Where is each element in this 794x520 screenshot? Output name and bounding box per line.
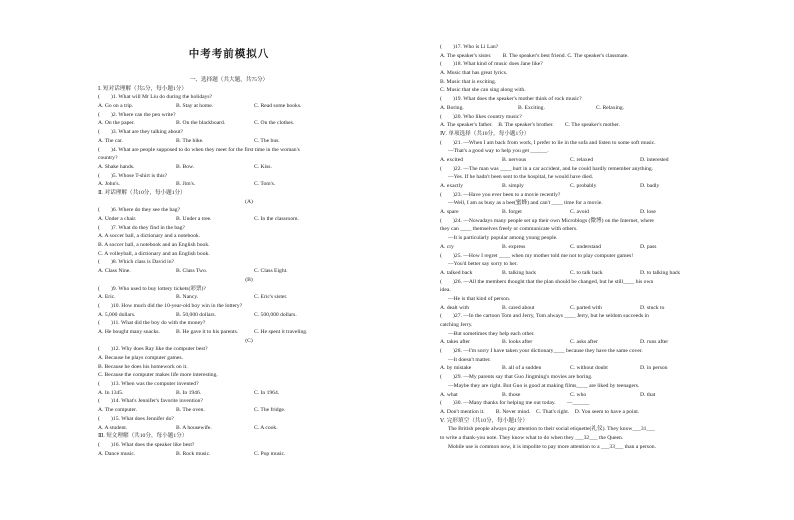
- question-24-cont: they can ____ themselves freely or communicate with others.: [440, 226, 578, 233]
- options-17: A. The speaker's sister. B. The speaker's best friend. C. The speaker's classmate.: [440, 52, 629, 59]
- option: B. Because he does his homework on it.: [98, 363, 188, 370]
- question-29-reply: —Maybe they are right. But Guo is good at making films____ are liked by teenagers.: [448, 382, 640, 389]
- option: C. He spent it traveling.: [254, 328, 308, 335]
- option: C. Kiss.: [254, 163, 272, 170]
- option: B. those: [502, 391, 521, 398]
- options-4: [98, 163, 360, 172]
- option: B. Class Two.: [176, 268, 208, 275]
- question-28-reply: —It doesn't matter.: [448, 356, 491, 363]
- option: D. lose: [640, 209, 656, 216]
- question-22-reply: —Yes. If he hadn't been sent to the hospital, he would have died.: [448, 174, 594, 181]
- options-11: [98, 328, 360, 337]
- option: B. He gave it to his parents.: [176, 328, 239, 335]
- option: C. On the clothes.: [254, 120, 295, 127]
- question-18: ( )18. What kind of music does Jane like?: [440, 61, 543, 68]
- option: B. looks after: [502, 339, 533, 346]
- option: A. takes after: [440, 339, 470, 346]
- option: A. talked back: [440, 269, 473, 276]
- question-11: ( )11. What did the boy do with the money?: [98, 320, 206, 327]
- question-10: ( )10. How much did the 10-year-old boy win in the lottery?: [98, 302, 243, 309]
- question-26-cont: idea.: [440, 287, 451, 294]
- section-heading-3: Ⅲ. 短文理解（共10分，每小题1分）: [98, 433, 188, 440]
- option: C. understand: [570, 243, 602, 250]
- question-17: ( )17. Who is Li Lan?: [440, 44, 499, 50]
- option: C. Eric's sister.: [254, 294, 288, 301]
- option: A. Go on a trip.: [98, 103, 134, 110]
- option: A. John's.: [98, 181, 120, 188]
- option: C. Music that she can sing along with.: [440, 87, 526, 94]
- option: D. badly: [640, 183, 660, 189]
- option: B. Music that is exciting.: [440, 78, 497, 85]
- option: A. A soccer ball, a dictionary and a notebook.: [98, 233, 201, 240]
- question-21-reply: —That's a good way to help you get ______.: [448, 148, 549, 155]
- option: B. The oven.: [176, 407, 205, 414]
- option: D. to talking back: [640, 269, 681, 276]
- option: B. Jim's.: [176, 181, 196, 188]
- option: B. On the blackboard.: [176, 120, 226, 127]
- option: A. Class Nine.: [98, 268, 131, 275]
- question-29: ( )29. —My parents say that Guo Jingming's movies are boring.: [440, 374, 593, 381]
- option: B. simply: [502, 183, 524, 189]
- option: D. interested: [640, 156, 669, 163]
- option: A. Music that has great lyrics.: [440, 70, 508, 77]
- section-heading-2: Ⅱ. 对话理解（共10分，每小题1分）: [98, 189, 186, 196]
- option: B. nervous: [502, 156, 527, 163]
- option: A. excited: [440, 156, 463, 163]
- question-1: ( )1. What will Mr Liu do during the holidays?: [98, 94, 213, 101]
- option: B. A housewife.: [176, 424, 212, 431]
- question-7: ( )7. What do they find in the bag?: [98, 224, 185, 231]
- options-22: [440, 182, 702, 191]
- option: B. Stay at home.: [176, 103, 214, 110]
- option: A. cry: [440, 243, 454, 250]
- options-20: A. The speaker's father. B. The speaker's brother. C. The speaker's mother.: [440, 122, 620, 129]
- options-29: [440, 391, 702, 400]
- option: C. Relaxing.: [596, 104, 625, 111]
- question-30: ( )30. —Many thanks for helping me out today. —______: [440, 400, 590, 407]
- question-21: ( )21. —When I am back from work, I prefer to lie in the sofa and listen to some soft music.: [440, 139, 656, 146]
- option: A. Because he plays computer games.: [98, 355, 183, 361]
- option: A. spare: [440, 209, 459, 216]
- option: A. what: [440, 391, 458, 398]
- option: A. by mistake: [440, 365, 472, 372]
- option: A. He bought many snacks.: [98, 328, 160, 335]
- cloze-passage-line-3: Mobile use is common now, it is impolite to pay more attention to a ___33___ than a person.: [448, 443, 656, 450]
- question-14: ( )14. What's Jennifer's favorite invention?: [98, 398, 203, 405]
- option: C. parted with: [570, 304, 602, 311]
- option: B. cared about: [502, 304, 535, 311]
- question-15: ( )15. What does Jennifer do?: [98, 415, 174, 422]
- question-23: ( )23. —Have you ever been to a movie recently?: [440, 191, 561, 198]
- option: C. Class Eight.: [254, 268, 288, 275]
- options-27: [440, 338, 702, 347]
- option: C. without doubt: [570, 365, 608, 372]
- option: B. Bow.: [176, 163, 195, 170]
- option: C. asks after: [570, 339, 598, 346]
- options-3: [98, 137, 360, 146]
- option: A. Boring.: [440, 104, 464, 111]
- options-19: [440, 104, 702, 113]
- question-6: ( )6. Where do they see the bag?: [98, 207, 181, 214]
- option: C. A volleyball, a dictionary and an English book.: [98, 250, 210, 257]
- option: D. that: [640, 391, 656, 398]
- option: D. stuck to: [640, 304, 665, 311]
- options-14: [98, 406, 360, 415]
- option: C. Tom's.: [254, 181, 276, 188]
- option: A. Eric.: [98, 294, 116, 301]
- question-26-reply: —He is that kind of person.: [448, 295, 511, 302]
- option: A. dealt with: [440, 304, 470, 311]
- question-19: ( )19. What does the speaker's mother think of rock music?: [440, 96, 582, 103]
- question-24-reply: —It is particularly popular among young people.: [448, 235, 558, 242]
- question-4-cont: country?: [98, 155, 118, 162]
- option: A. 5,000 dollars.: [98, 311, 136, 318]
- option: B. talking back: [502, 269, 537, 276]
- option: C. The bus.: [254, 137, 280, 144]
- options-26: [440, 304, 702, 313]
- option: C. The fridge.: [254, 407, 286, 414]
- option: C. Because the computer makes life more interesting.: [98, 372, 218, 379]
- question-25-reply: —You'd better say sorry to her.: [448, 261, 518, 268]
- option: D. runs after: [640, 339, 669, 346]
- option: A. The car.: [98, 137, 123, 144]
- question-12: ( )12. Why does Ray like the computer best?: [98, 346, 208, 353]
- option: B. A soccer ball, a notebook and an English book.: [98, 242, 210, 249]
- options-15: [98, 424, 360, 433]
- section-heading-5: Ⅴ. 完形填空（共10分，每小题1分）: [440, 417, 528, 424]
- cloze-passage-line-1: The British people always pay attention to their social etiquette(礼仪). They know___31___: [448, 426, 655, 433]
- question-27-cont: catching Jerry.: [440, 322, 473, 328]
- option: D. in person: [640, 365, 668, 372]
- option: B. In 1946.: [176, 389, 202, 396]
- options-30: A. Don't mention it. B. Never mind. C. That's right. D. You seem to have a point.: [440, 408, 640, 415]
- option: A. A student.: [98, 424, 128, 431]
- left-column: [98, 76, 360, 458]
- right-column: [440, 43, 702, 451]
- option: A. Dance music.: [98, 450, 136, 457]
- options-5: [98, 180, 360, 189]
- cloze-passage-line-2: to write a thank-you note. They know what to do when they ___32___ the Queen.: [440, 434, 624, 441]
- option: C. who: [570, 391, 587, 398]
- option: A. In 1345.: [98, 389, 124, 396]
- options-6: [98, 215, 360, 224]
- options-23: [440, 208, 702, 217]
- question-24: ( )24. —Nowadays many people set up their own Microblogs (微博) on the Internet, where: [440, 217, 654, 224]
- options-21: [440, 156, 702, 165]
- passage-mark-a: (A): [245, 198, 253, 205]
- question-26: ( )26. —All the members thought that the plan should be changed, but he still____ his own: [440, 278, 654, 285]
- question-25: ( )25. —How I regret ____ when my mother told me not to play computer games!: [440, 252, 634, 259]
- question-20: ( )20. Who likes country music?: [440, 113, 522, 120]
- option: C. to talk back: [570, 269, 603, 276]
- question-28: ( )28. —I'm sorry I have taken your dictionary____ because they have the same cover.: [440, 348, 643, 355]
- option: B. Under a tree.: [176, 216, 212, 222]
- options-2: [98, 119, 360, 128]
- question-4: ( )4. What are people supposed to do when they meet for the first time in the woman's: [98, 146, 300, 153]
- option: A. On the paper.: [98, 120, 135, 127]
- passage-mark-c: (C): [245, 337, 253, 344]
- option: B. Nancy.: [176, 294, 199, 301]
- option: A. The computer.: [98, 407, 138, 414]
- option: B. Rock music.: [176, 450, 211, 457]
- option: C. Read some books.: [254, 103, 302, 110]
- question-2: ( )2. Where can the pen write?: [98, 111, 176, 118]
- question-27-reply: —But sometimes they help each other.: [448, 330, 535, 337]
- option: B. all of a sudden: [502, 365, 542, 372]
- option: C. Pop music.: [254, 450, 286, 457]
- option: D. pass: [640, 243, 657, 250]
- option: A. Shake hands.: [98, 163, 135, 170]
- options-24: [440, 243, 702, 252]
- question-23-reply: —Well, I am as busy as a bee(蜜蜂) and can't ____ time for a movie.: [448, 200, 603, 207]
- question-16: ( )16. What does the speaker like best?: [98, 441, 195, 448]
- options-9: [98, 293, 360, 302]
- options-25: [440, 269, 702, 278]
- options-1: [98, 102, 360, 111]
- option: B. Exciting.: [518, 104, 545, 111]
- question-9: ( )9. Who used to buy lottery tickets(彩票)?: [98, 285, 206, 292]
- section-heading-1: Ⅰ. 短对话理解（共5分，每小题1分）: [98, 85, 187, 92]
- question-27: ( )27. —In the cartoon Tom and Jerry, Tom always ____ Jerry, but he seldom succeeds in: [440, 313, 649, 320]
- option: C. In 1964.: [254, 389, 280, 396]
- section-heading-4: Ⅳ. 单项选择（共10分，每小题1分）: [440, 130, 530, 137]
- option: B. express: [502, 243, 526, 250]
- option: C. In the classroom.: [254, 216, 299, 222]
- option: C. 500,000 dollars.: [254, 311, 297, 318]
- question-8: ( )8. Which class is David in?: [98, 259, 175, 266]
- options-28: [440, 364, 702, 373]
- options-16: [98, 450, 360, 459]
- part-heading: 一、选择题（共大题，共75分）: [189, 77, 269, 83]
- option: B. The bike.: [176, 137, 204, 144]
- option: A. Under a chair.: [98, 216, 137, 222]
- option: C. A cook.: [254, 424, 278, 431]
- question-13: ( )13. When was the computer invented?: [98, 381, 199, 388]
- options-10: [98, 311, 360, 320]
- option: C. probably: [570, 183, 597, 189]
- option: C. relaxed: [570, 156, 593, 163]
- question-5: ( )5. Whose T-shirt is this?: [98, 172, 168, 179]
- option: A. exactly: [440, 183, 463, 189]
- option: B. forget: [502, 209, 522, 216]
- page-title: 中考考前模拟八: [188, 48, 270, 60]
- question-22: ( )22. —The man was ____ hurt in a car accident, and he could hardly remember anything.: [440, 165, 654, 172]
- options-8: [98, 267, 360, 276]
- options-13: [98, 389, 360, 398]
- option: B. 50,000 dollars.: [176, 311, 216, 318]
- passage-mark-b: (B): [245, 276, 253, 283]
- question-3: ( )3. What are they talking about?: [98, 129, 184, 136]
- option: C. avoid: [570, 209, 589, 216]
